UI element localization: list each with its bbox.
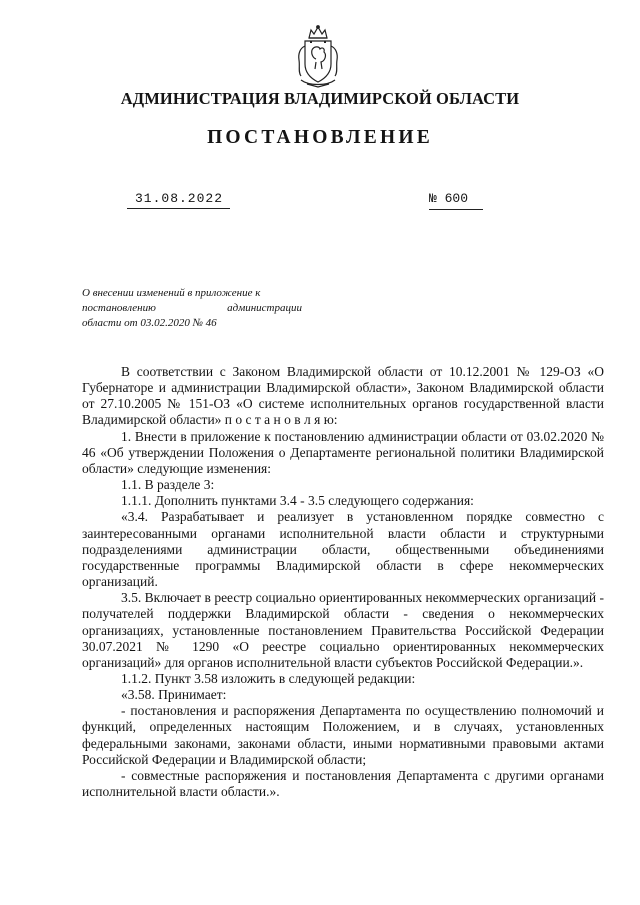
document-subject [82, 286, 302, 331]
coat-of-arms-emblem [295, 24, 341, 88]
body-paragraph: «3.58. Принимает: [121, 687, 227, 703]
body-paragraph: 1.1.2. Пункт 3.58 изложить в следующей редакции: [121, 670, 416, 686]
subject-line-1: О внесении изменений в приложение к [82, 287, 261, 299]
body-paragraph: В соответствии с Законом Владимирской области от 10.12.2001 № 129-ОЗ «О Губернаторе и администрации Владимирской области», Законом Владимирской области от 27.10.2005 № 151-ОЗ «О системе исполнительных органов государственной власти Владимирской области» п о с т а н о в л я ю: [82, 364, 604, 428]
body-paragraph: 1. Внести в приложение к постановлению администрации области от 03.02.2020 № 46 «Об утверждении Положения о Департаменте региональной политики Владимирской области» следующие изменения: [82, 428, 604, 476]
subject-line-2a: постановлению [82, 302, 156, 314]
document-date: 31.08.2022 [127, 191, 230, 209]
subject-line-3: области от 03.02.2020 № 46 [82, 317, 217, 329]
document-type-title: ПОСТАНОВЛЕНИЕ [207, 127, 433, 148]
subject-line-2 [82, 301, 302, 316]
document-body [82, 364, 604, 800]
body-paragraph: «3.4. Разрабатывает и реализует в установленном порядке совместно с заинтересованными органами исполнительной власти области и структурными подразделениями администрации области, общественными объединениями государственные программы Владимирской области в сфере некоммерческих организаций. [82, 509, 604, 590]
body-paragraph: - постановления и распоряжения Департамента по осуществлению полномочий и функций, определенных настоящим Положением, и в случаях, установленных федеральными законами, законами области, иными нормативными правовыми актами Российской Федерации и Владимирской области; [82, 703, 604, 767]
organization-name: АДМИНИСТРАЦИЯ ВЛАДИМИРСКОЙ ОБЛАСТИ [120, 89, 520, 108]
body-paragraph: 3.5. Включает в реестр социально ориентированных некоммерческих организаций - получателей поддержки Владимирской области - сведения о некоммерческих организациях, установленные постановлением Правительства Российской Федерации 30.07.2021 № 1290 «О реестре социально ориентированных некоммерческих организаций» для органов исполнительной власти субъектов Российской Федерации.». [82, 590, 604, 670]
document-number: № 600 [429, 191, 483, 210]
body-paragraph: - совместные распоряжения и постановления Департамента с другими органами исполнительной власти области.». [82, 767, 604, 800]
body-paragraph: 1.1.1. Дополнить пунктами 3.4 - 3.5 следующего содержания: [121, 493, 474, 509]
subject-line-2b: администрации [227, 302, 302, 314]
body-paragraph: 1.1. В разделе 3: [121, 477, 215, 493]
